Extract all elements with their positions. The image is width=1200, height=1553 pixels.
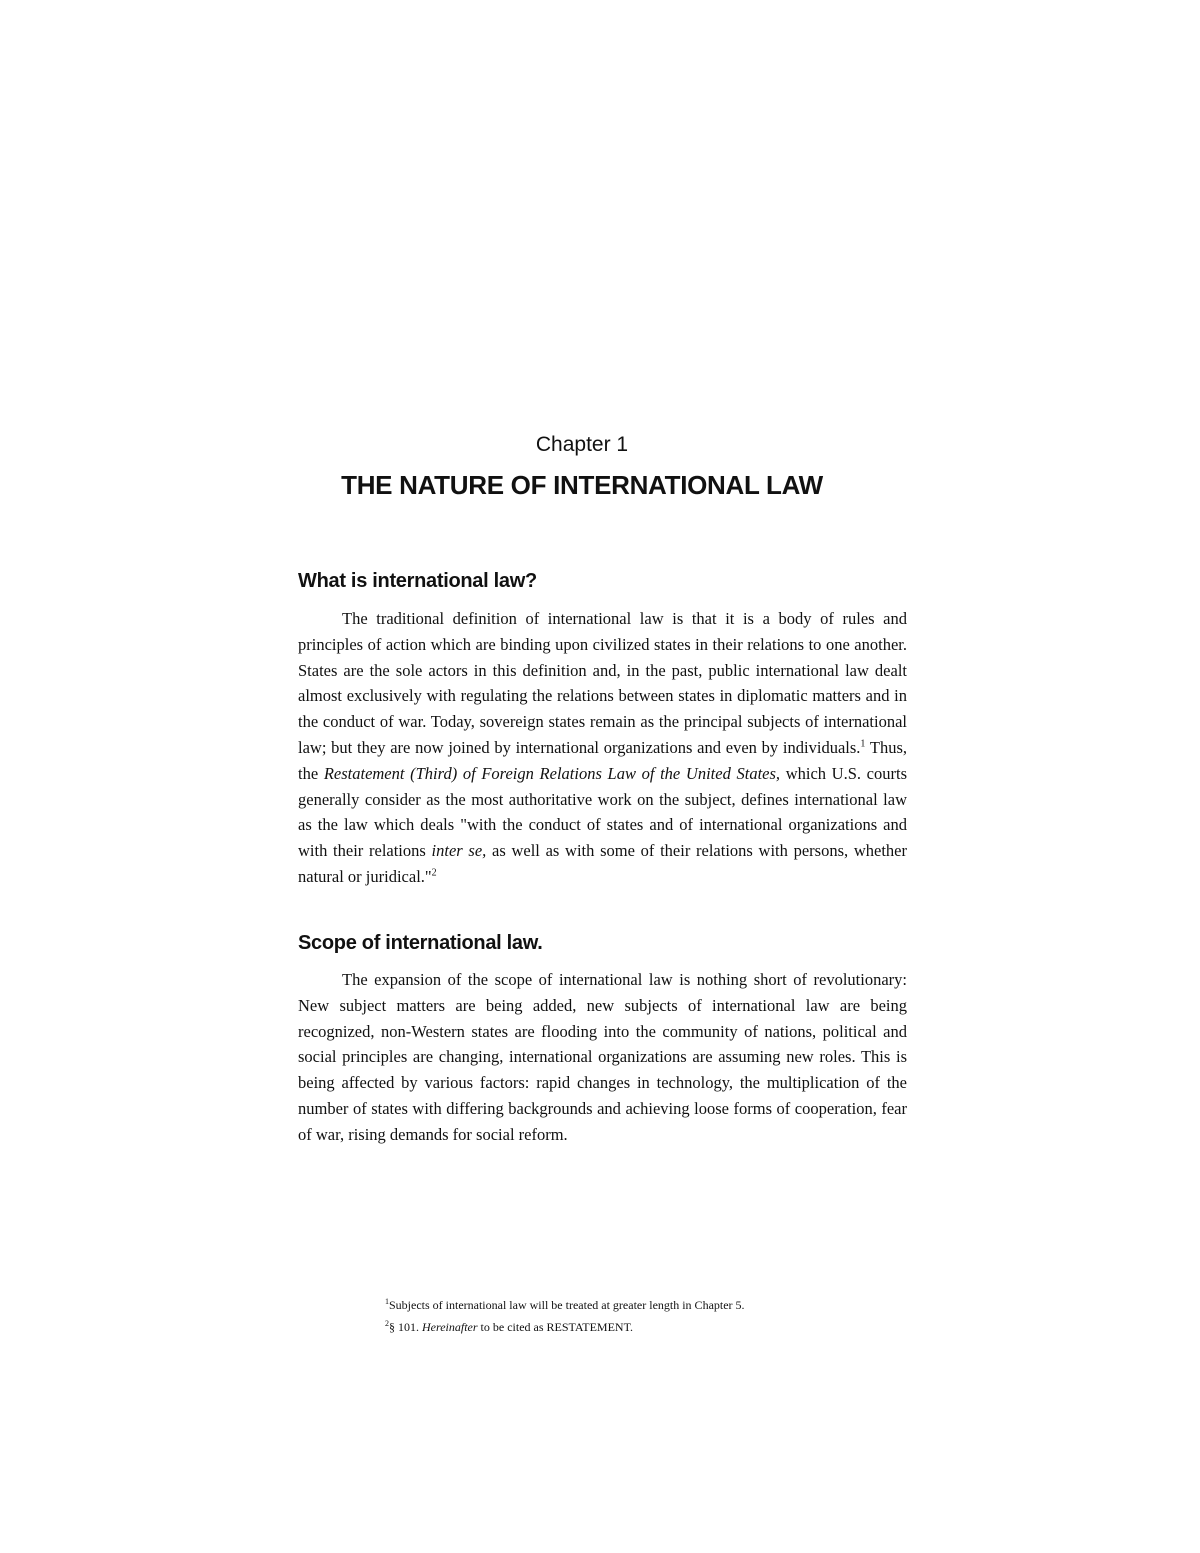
- footnote-2: [385, 1316, 945, 1338]
- paragraph-text: The traditional definition of international law is that it is a body of rules and principles of action which are binding upon civilized states in their relations to one another. States are the sole actors in this definition and, in the past, public international law dealt almost exclusively with regulating the relations between states in diplomatic matters and in the conduct of war. Today, sovereign states remain as the principal subjects of international law; but they are now joined by international organizations and even by individuals.: [298, 609, 907, 757]
- footnote-marker: 1: [385, 1297, 389, 1306]
- paragraph-text: Thus, the: [298, 737, 908, 783]
- footnote-1: [385, 1294, 945, 1316]
- section-heading-scope: Scope of international law.: [298, 932, 543, 954]
- footnote-marker: 2: [385, 1319, 389, 1328]
- chapter-title: THE NATURE OF INTERNATIONAL LAW: [341, 470, 823, 500]
- footnote-text: § 101.: [389, 1320, 422, 1334]
- paragraph-definition: [298, 606, 907, 890]
- footnote-reference: 1: [860, 738, 866, 750]
- footnote-reference: 2: [431, 867, 437, 879]
- paragraph-text: as well as with some of their relations with persons, whether natural or juridical.": [298, 841, 907, 886]
- paragraph-scope: [298, 967, 907, 1148]
- restatement-title: Restatement (Third) of Foreign Relations Law of the United States,: [323, 763, 781, 783]
- footnotes: [385, 1294, 945, 1338]
- paragraph-text: which U.S. courts generally consider as the most authoritative work on the subject, defines international law as the law which deals "with the conduct of states and of international organizations and with their relations: [298, 763, 907, 861]
- footnote-italic: Hereinafter: [422, 1320, 478, 1334]
- footnote-text: to be cited as RESTATEMENT.: [477, 1320, 634, 1334]
- paragraph-text: The expansion of the scope of international law is nothing short of revolutionary: New subject matters are being added, new subjects of international law are being recognized, non-Western states are flooding into the community of nations, political and social principles are changing, international organizations are assuming new roles. This is being affected by various factors: rapid changes in technology, the multiplication of the number of states with differing backgrounds and achieving loose forms of cooperation, fear of war, rising demands for social reform.: [298, 970, 907, 1144]
- chapter-label: Chapter 1: [535, 433, 629, 456]
- latin-term: inter se,: [431, 841, 487, 861]
- section-heading-what-is-international-law: What is international law?: [298, 570, 537, 592]
- footnote-text: Subjects of international law will be treated at greater length in Chapter 5.: [389, 1298, 745, 1312]
